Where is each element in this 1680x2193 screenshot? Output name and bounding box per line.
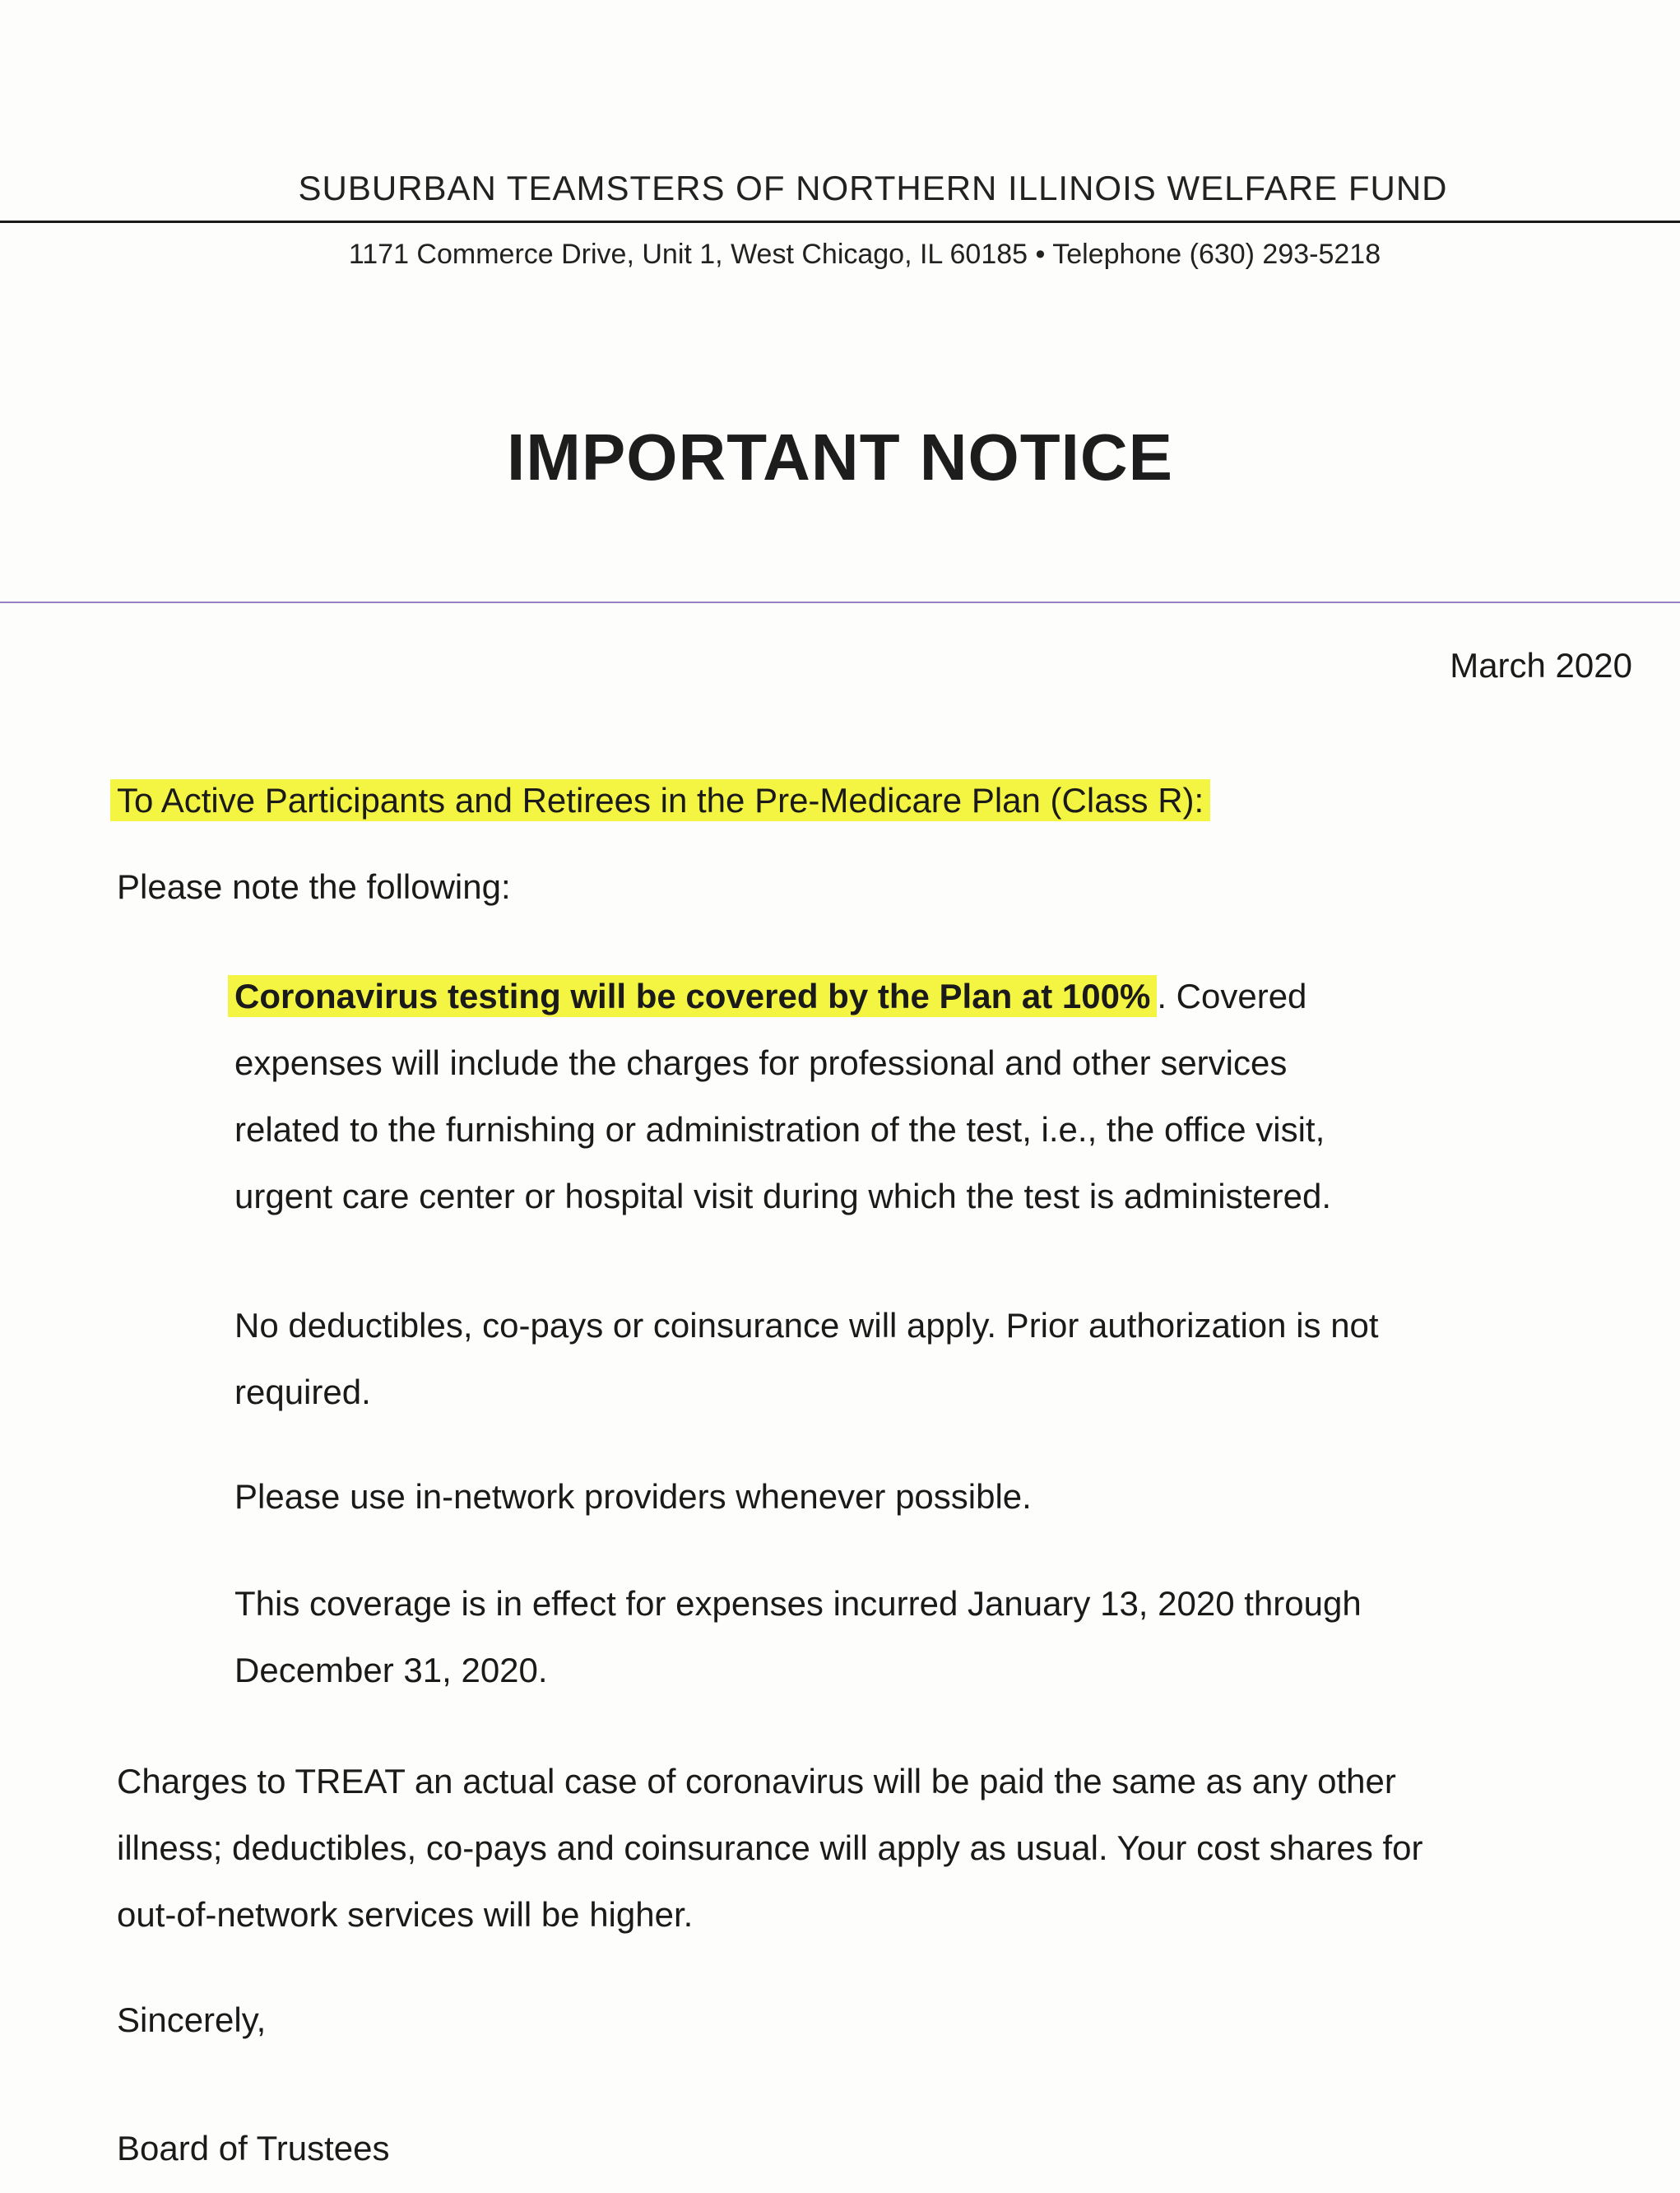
network-paragraph: Please use in-network providers whenever possible. (234, 1477, 1032, 1516)
testing-line: expenses will include the charges for professional and other services (234, 1043, 1288, 1082)
treatment-line: Charges to TREAT an actual case of coronavirus will be paid the same as any other (117, 1762, 1396, 1800)
header-divider (0, 221, 1680, 223)
testing-paragraph (234, 963, 1331, 1229)
closing: Sincerely, (117, 2000, 267, 2039)
coverage-line: This coverage is in effect for expenses incurred January 13, 2020 through (234, 1584, 1362, 1623)
treatment-line: illness; deductibles, co-pays and coinsurance will apply as usual. Your cost shares for (117, 1828, 1423, 1867)
treatment-line: out-of-network services will be higher. (117, 1895, 694, 1934)
coverage-paragraph (234, 1570, 1362, 1703)
deductibles-paragraph (234, 1292, 1379, 1425)
title-divider (0, 602, 1680, 603)
deductibles-line: No deductibles, co-pays or coinsurance will apply. Prior authorization is not (234, 1306, 1379, 1345)
testing-highlight-end: . Covered (1157, 977, 1307, 1015)
salutation-highlight: To Active Participants and Retirees in the Pre-Medicare Plan (Class R): (110, 779, 1210, 821)
treatment-paragraph (117, 1748, 1423, 1948)
organization-name: SUBURBAN TEAMSTERS OF NORTHERN ILLINOIS WELFARE FUND (298, 169, 1448, 207)
organization-address: 1171 Commerce Drive, Unit 1, West Chicago, IL 60185 • Telephone (630) 293-5218 (348, 239, 1381, 270)
coverage-line: December 31, 2020. (234, 1651, 548, 1689)
testing-line: urgent care center or hospital visit during which the test is administered. (234, 1177, 1331, 1215)
signature: Board of Trustees (117, 2129, 390, 2167)
testing-line: related to the furnishing or administration of the test, i.e., the office visit, (234, 1110, 1325, 1149)
notice-title: IMPORTANT NOTICE (506, 420, 1174, 494)
intro-line: Please note the following: (117, 867, 511, 906)
testing-highlight: Coronavirus testing will be covered by the Plan at 100% (228, 975, 1157, 1017)
testing-first-line (234, 963, 1331, 1029)
deductibles-line: required. (234, 1373, 371, 1411)
notice-date: March 2020 (1450, 646, 1632, 685)
salutation (117, 767, 1210, 834)
